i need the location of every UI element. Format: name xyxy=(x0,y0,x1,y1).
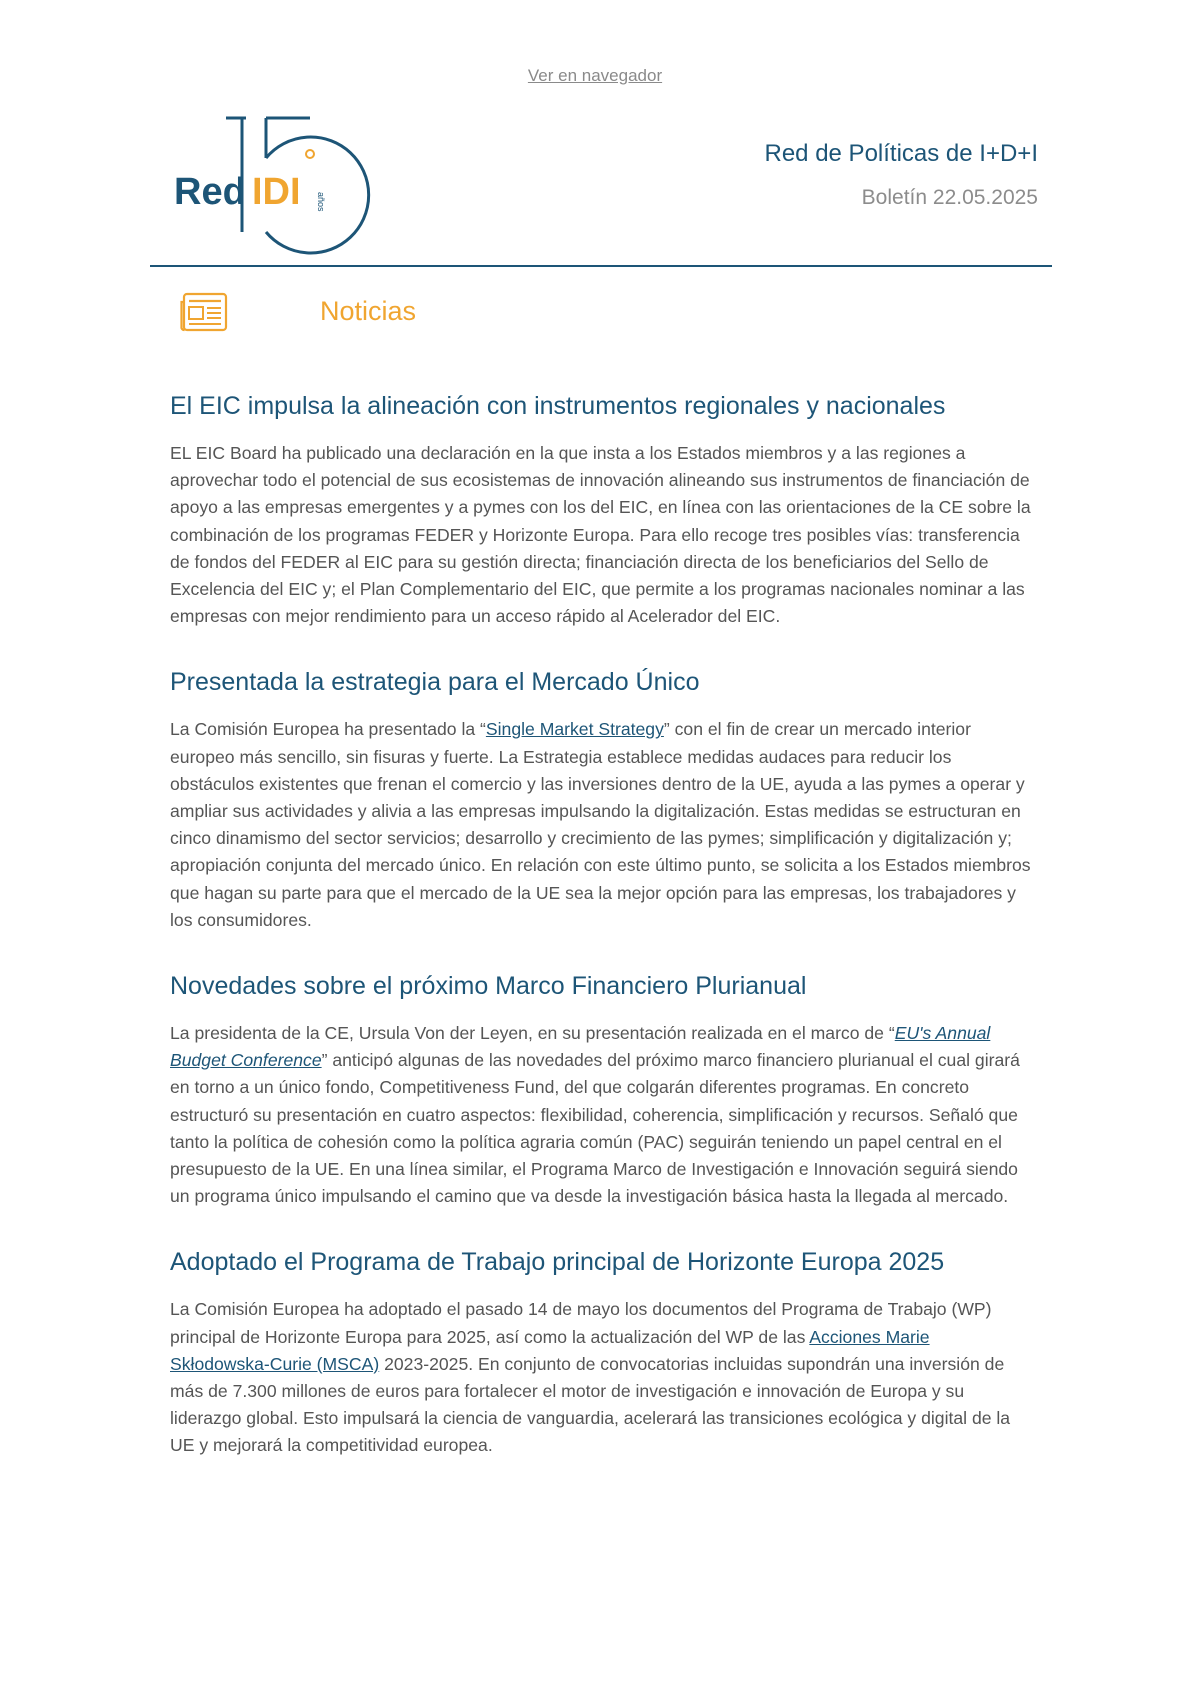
single-market-strategy-link[interactable]: Single Market Strategy xyxy=(485,719,664,740)
article-title: El EIC impulsa la alineación con instrumentos regionales y nacionales xyxy=(170,392,946,420)
article-body xyxy=(170,716,1032,934)
article-title: Novedades sobre el próximo Marco Financiero Plurianual xyxy=(170,972,807,1001)
newspaper-icon xyxy=(180,292,228,334)
network-title: Red de Políticas de I+D+I xyxy=(764,140,1038,167)
header-divider xyxy=(150,265,1052,267)
redidi-logo xyxy=(174,112,366,242)
news-article xyxy=(170,1246,1032,1459)
logo-red-text: Red xyxy=(174,171,246,213)
article-title: Adoptado el Programa de Trabajo principal de Horizonte Europa 2025 xyxy=(170,1248,945,1277)
news-article xyxy=(170,666,1032,934)
article-body xyxy=(170,1020,1032,1210)
article-body xyxy=(170,1296,1032,1459)
view-in-browser-link[interactable]: Ver en navegador xyxy=(527,66,663,85)
news-article xyxy=(170,970,1032,1210)
bulletin-date: Boletín 22.05.2025 xyxy=(861,186,1038,209)
article-text: La presidenta de la CE, Ursula Von der Leyen, en su presentación realizada en el marco de “ xyxy=(170,1023,895,1044)
article-text: La Comisión Europea ha presentado la “ xyxy=(170,719,486,740)
article-body: EL EIC Board ha publicado una declaración en la que insta a los Estados miembros y a las regiones a aprovechar todo el potencial de sus ecosistemas de innovación alineando sus instrumentos de financiación de apoyo a las empresas emergentes y a pymes con los del EIC, en línea con las orientaciones de la CE sobre la combinación de los programas FEDER y Horizonte Europa. Para ello recoge tres posibles vías: transferencia de fondos del FEDER al EIC para su gestión directa; financiación directa de los beneficiarios del Sello de Excelencia del EIC y; el Plan Complementario del EIC, que permite a los programas nacionales nominar a las empresas con mejor rendimiento para un acceso rápido al Acelerador del EIC. xyxy=(170,443,1031,627)
logo-years-text: años xyxy=(316,192,326,212)
news-article xyxy=(170,390,1032,630)
news-list xyxy=(170,390,1032,1496)
article-text: La Comisión Europea ha adoptado el pasado 14 de mayo los documentos del Programa de Trabajo (WP) principal de Horizonte Europa para 2025, así como la actualización del WP de las xyxy=(170,1299,992,1347)
article-title: Presentada la estrategia para el Mercado Único xyxy=(170,668,700,697)
section-title-noticias: Noticias xyxy=(320,296,417,326)
article-text: ” con el fin de crear un mercado interior europeo más sencillo, sin fisuras y fuerte. La Estrategia establece medidas audaces para reducir los obstáculos existentes que frenan el comercio y las inversiones dentro de la UE, ayuda a las pymes a operar y ampliar sus actividades y alivia a las empresas impulsando la digitalización. Estas medidas se estructuran en cinco dinamismo del sector servicios; desarrollo y crecimiento de las pymes; simplificación y digitalización y; apropiación conjunta del mercado único. En relación con este último punto, se solicita a los Estados miembros que hagan su parte para que el mercado de la UE sea la mejor opción para las empresas, los trabajadores y los consumidores. xyxy=(170,719,1031,930)
budget-conference-link[interactable]: EU's Annual Budget Conference xyxy=(170,1023,991,1071)
logo-idi-text: IDI xyxy=(252,171,301,213)
header-info xyxy=(765,140,1039,210)
msca-link[interactable]: Acciones Marie Skłodowska-Curie (MSCA) xyxy=(170,1326,930,1374)
article-text: 2023-2025. En conjunto de convocatorias incluidas supondrán una inversión de más de 7.300 millones de euros para fortalecer el motor de investigación e innovación de Europa y su liderazgo global. Esto impulsará la ciencia de vanguardia, acelerará las transiciones ecológica y digital de la UE y mejorará la competitividad europea. xyxy=(170,1353,1011,1456)
article-text: ” anticipó algunas de las novedades del próximo marco financiero plurianual el cual girará en torno a un único fondo, Competitiveness Fund, del que colgarán diferentes programas. En concreto estructuró su presentación en cuatro aspectos: flexibilidad, coherencia, simplificación y recursos. Señaló que tanto la política de cohesión como la política agraria común (PAC) seguirán teniendo un papel central en el presupuesto de la UE. En una línea similar, el Programa Marco de Investigación e Innovación seguirá siendo un programa único impulsando el camino que va desde la investigación básica hasta la llegada al mercado. xyxy=(170,1050,1020,1207)
